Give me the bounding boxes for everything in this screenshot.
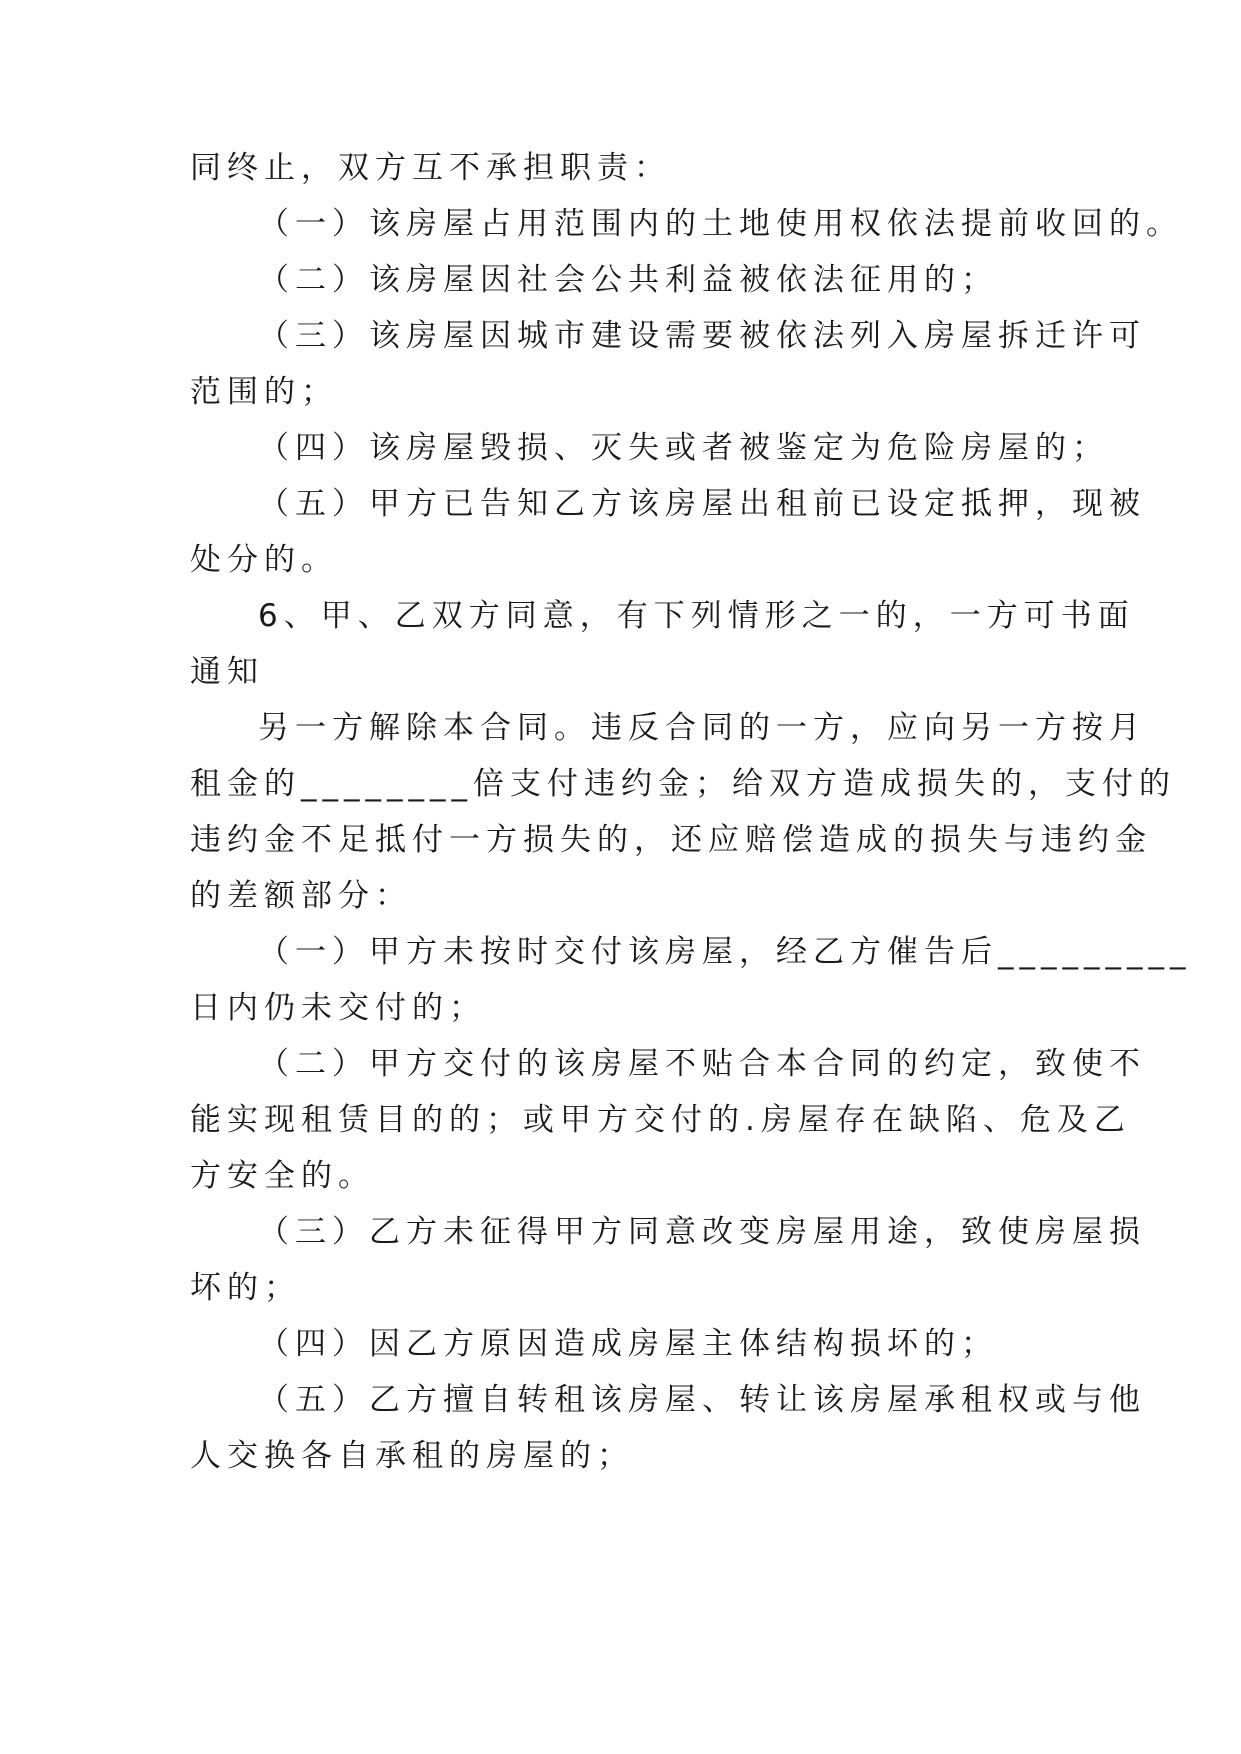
text-line: （五）乙方擅自转租该房屋、转让该房屋承租权或与他 xyxy=(258,1382,1146,1418)
text-line: 范围的； xyxy=(190,374,338,410)
text-line: （二）甲方交付的该房屋不贴合本合同的约定，致使不 xyxy=(258,1046,1146,1082)
text-line: 人交换各自承租的房屋的； xyxy=(190,1438,634,1474)
text-line: （一）该房屋占用范围内的土地使用权依法提前收回的。 xyxy=(258,206,1183,242)
text-line: 日内仍未交付的； xyxy=(190,990,486,1026)
text-line: 同终止，双方互不承担职责： xyxy=(190,150,671,186)
text-line: 坏的； xyxy=(190,1270,301,1306)
text-line: （三）乙方未征得甲方同意改变房屋用途，致使房屋损 xyxy=(258,1214,1146,1250)
text-line: 另一方解除本合同。违反合同的一方，应向另一方按月 xyxy=(258,710,1146,746)
text-line: （四）该房屋毁损、灭失或者被鉴定为危险房屋的； xyxy=(258,430,1109,466)
text-line: 的差额部分： xyxy=(190,878,412,914)
text-line: 6、甲、乙双方同意，有下列情形之一的，一方可书面 xyxy=(258,598,1135,634)
text-line: 能实现租赁目的的；或甲方交付的.房屋存在缺陷、危及乙 xyxy=(190,1102,1131,1138)
text-line: （五）甲方已告知乙方该房屋出租前已设定抵押，现被 xyxy=(258,486,1146,522)
text-line: 方安全的。 xyxy=(190,1158,375,1194)
text-line: （三）该房屋因城市建设需要被依法列入房屋拆迁许可 xyxy=(258,318,1146,354)
text-line: （二）该房屋因社会公共利益被依法征用的； xyxy=(258,262,998,298)
text-line: 违约金不足抵付一方损失的，还应赔偿造成的损失与违约金 xyxy=(190,822,1152,858)
text-line: 处分的。 xyxy=(190,542,338,578)
text-line: 租金的________倍支付违约金；给双方造成损失的，支付的 xyxy=(190,766,1176,802)
text-line: 通知 xyxy=(190,654,264,690)
text-line: （四）因乙方原因造成房屋主体结构损坏的； xyxy=(258,1326,998,1362)
text-line: （一）甲方未按时交付该房屋，经乙方催告后_________ xyxy=(258,934,1192,970)
